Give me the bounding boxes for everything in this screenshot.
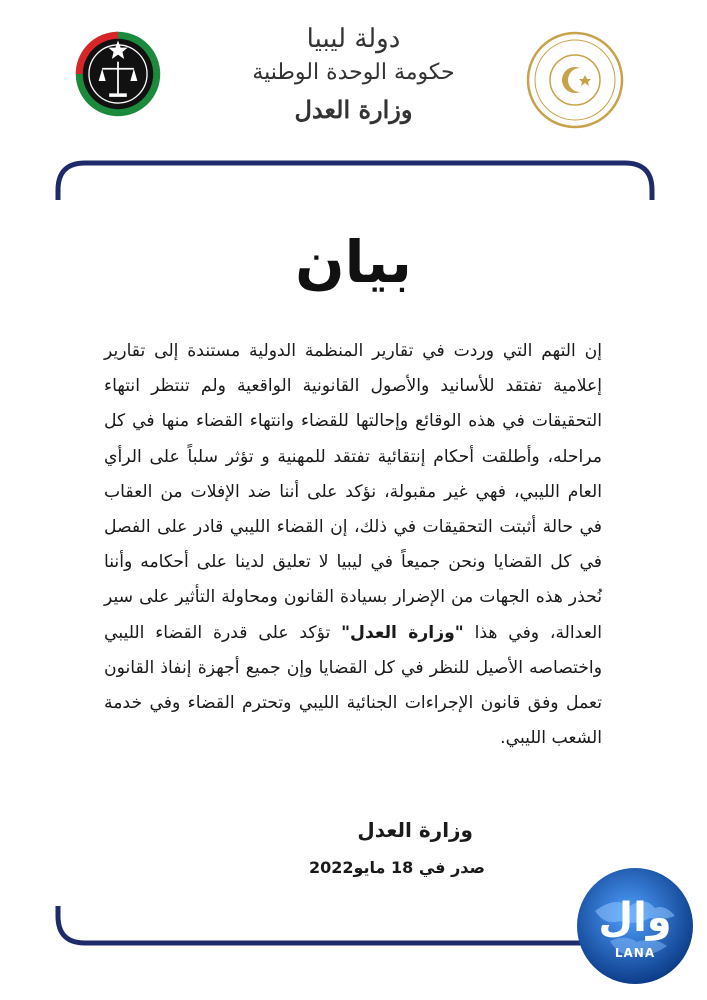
lana-latin-logo: LANA	[614, 946, 656, 960]
statement-body	[104, 334, 602, 756]
ministry-name: وزارة العدل	[294, 95, 413, 124]
signature-block	[280, 815, 485, 883]
government-name: حكومة الوحدة الوطنية	[252, 60, 455, 85]
justice-ministry-emblem-icon	[74, 30, 162, 118]
government-seal-icon	[525, 30, 625, 130]
letterhead-title	[210, 22, 497, 130]
letterhead	[0, 0, 707, 160]
signature-name: وزارة العدل	[357, 818, 473, 842]
lana-arabic-logo: وال	[598, 895, 672, 941]
state-name: دولة ليبيا	[306, 24, 401, 54]
ministry-name-bold: "وزارة العدل"	[341, 622, 464, 643]
body-text-part-2: تؤكد على قدرة القضاء الليبي واختصاصه الأصيل للنظر في كل القضايا وإن جميع أجهزة إنفاذ القانون تعمل وفق قانون الإجراءات الجنائية الليبي وتحترم القضاء وفي خدمة الشعب الليبي.	[104, 622, 602, 749]
issue-date: صدر في 18 مايو2022	[308, 858, 485, 877]
statement-title: بيان	[295, 228, 412, 296]
top-frame-line	[55, 160, 655, 200]
body-text-part-1: إن التهم التي وردت في تقارير المنظمة الدولية مستندة إلى تقارير إعلامية تفتقد للأسانيد والأصول القانونية الواقعية ولم تنتظر انتهاء التحقيقات في هذه الوقائع وإحالتها للقضاء وانتهاء القضاء منها في كل مراحله، وأطلقت أحكام إنتقائية تفتقد للمهنية و تؤثر سلباً على الرأي العام الليبي، فهي غير مقبولة، نؤكد على أننا ضد الإفلات من العقاب في حالة أثبتت التحقيقات في ذلك، إن القضاء الليبي قادر على الفصل في كل القضايا ونحن جميعاً في ليبيا لا تعليق لدينا على أحكامه وأننا نُحذر هذه الجهات من الإضرار بسيادة القانون ومحاولة التأثير على سير العدالة، وفي هذا	[104, 341, 602, 643]
bottom-frame-line	[55, 906, 655, 946]
lana-watermark	[575, 866, 695, 986]
